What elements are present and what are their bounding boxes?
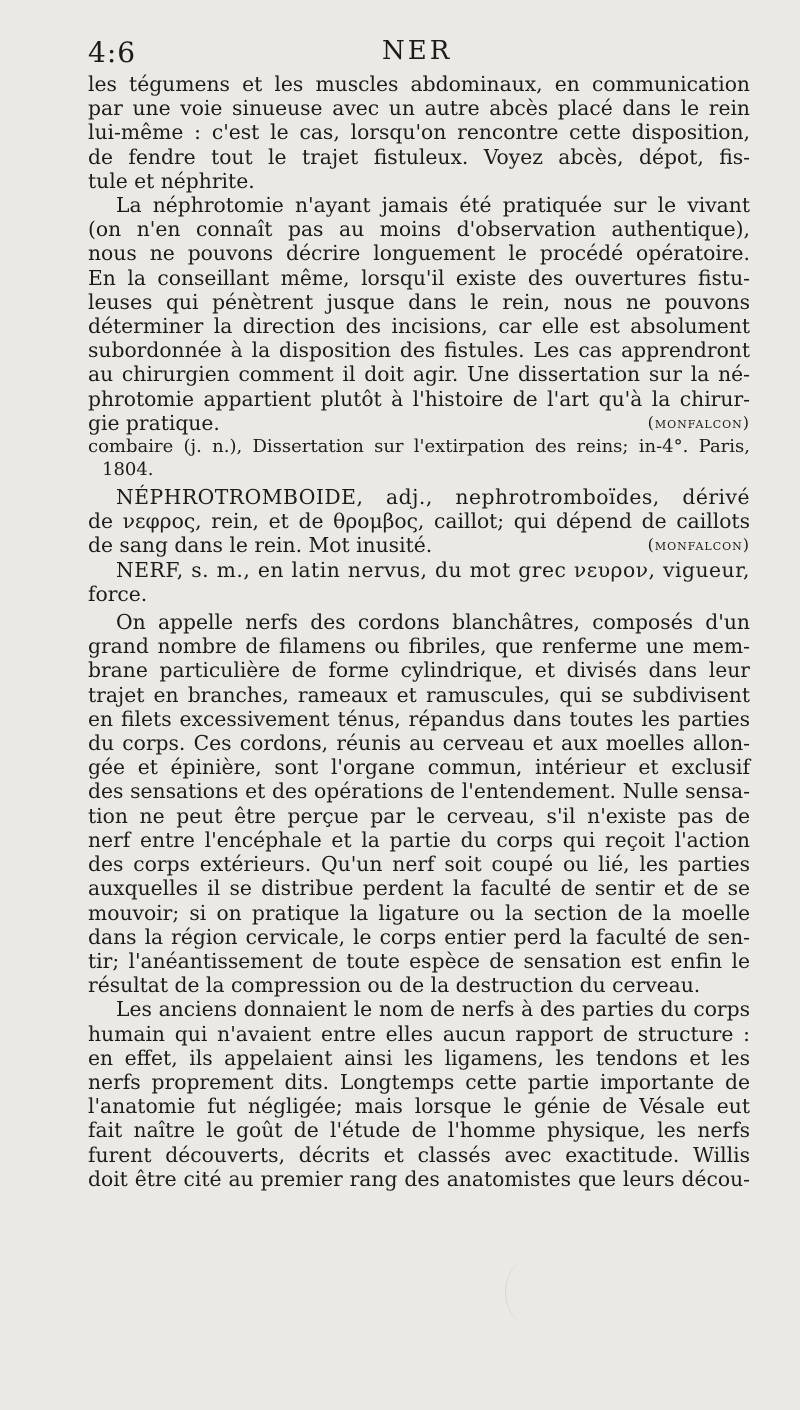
paragraph-continuation (88, 72, 750, 193)
page-header (0, 36, 800, 76)
text-line: force. (88, 581, 148, 606)
text-line: du corps. Ces cordons, réunis au cerveau et aux moelles allon- (88, 731, 750, 756)
reference-line: 1804. (102, 459, 154, 481)
text-line: En la conseillant même, lorsqu'il existe des ouvertures fistu- (88, 265, 750, 290)
text-line: résultat de la compression ou de la destruction du cerveau. (88, 973, 701, 998)
text-line: nous ne pouvons décrire longuement le procédé opératoire. (88, 241, 750, 266)
text-line: des corps extérieurs. Qu'un nerf soit coupé ou lié, les parties (88, 852, 750, 877)
text-line: tir; l'anéantissement de toute espèce de sensation est enfin le (88, 948, 750, 973)
text-line: tule et néphrite. (88, 168, 255, 193)
text-line: On appelle nerfs des cordons blanchâtres, composés d'un (116, 610, 750, 635)
text-line: mouvoir; si on pratique la ligature ou la section de la moelle (88, 900, 750, 925)
text-line: les tégumens et les muscles abdominaux, en communication (88, 72, 750, 96)
text-line: déterminer la direction des incisions, car elle est absolument (88, 314, 750, 339)
text-line: au chirurgien comment il doit agir. Une dissertation sur la né- (88, 362, 750, 387)
text-line: brane particulière de forme cylindrique, et divisés dans leur (88, 658, 750, 683)
text-line: leuses qui pénètrent jusque dans le rein, nous ne pouvons (88, 289, 750, 314)
text-line: de fendre tout le trajet fistuleux. Voyez abcès, dépot, fis- (88, 144, 750, 169)
text-line: l'anatomie fut négligée; mais lorsque le génie de Vésale eut (88, 1094, 750, 1119)
running-head: NER (382, 36, 453, 66)
text-line: furent découverts, décrits et classés avec exactitude. Willis (88, 1142, 750, 1167)
entry-nephrotromboide (88, 485, 750, 558)
entry-headword-line: NÉPHROTROMBOIDE, adj., nephrotromboïdes, dérivé (116, 485, 750, 510)
text-fragment: de sang dans le rein. Mot inusité. (88, 533, 433, 558)
text-line (88, 533, 750, 557)
page-number: 4:6 (88, 36, 137, 69)
text-line: en effet, ils appelaient ainsi les ligamens, les tendons et les (88, 1045, 750, 1070)
text-line: par une voie sinueuse avec un autre abcès placé dans le rein (88, 96, 750, 121)
paragraph-nephrotomie (88, 193, 750, 435)
text-line: lui-même : c'est le cas, lorsqu'on rencontre cette disposition, (88, 120, 750, 145)
paper-stain (505, 1262, 546, 1322)
author-signature: (monfalcon) (647, 412, 750, 432)
bibliographic-reference (88, 435, 750, 481)
text-line: de νεφρος, rein, et de θρομβος, caillot; qui dépend de caillots (88, 509, 750, 534)
text-line: nerf entre l'encéphale et la partie du corps qui reçoit l'action (88, 827, 750, 852)
page-body (88, 72, 750, 1191)
text-fragment: gie pratique. (88, 410, 220, 435)
text-line: tion ne peut être perçue par le cerveau, s'il n'existe pas de (88, 803, 750, 828)
text-line: La néphrotomie n'ayant jamais été pratiquée sur le vivant (116, 193, 750, 218)
reference-line: combaire (j. n.), Dissertation sur l'extirpation des reins; in-4°. Paris, (88, 436, 750, 458)
text-line (88, 411, 750, 435)
text-line: en filets excessivement ténus, répandus dans toutes les parties (88, 706, 750, 731)
entry-headword-line: NERF, s. m., en latin nervus, du mot grec νευρον, vigueur, (116, 557, 750, 582)
text-line: nerfs proprement dits. Longtemps cette partie importante de (88, 1069, 750, 1094)
paragraph-nerf-definition (88, 610, 750, 997)
text-line: dans la région cervicale, le corps entier perd la faculté de sen- (88, 924, 750, 949)
text-line: Les anciens donnaient le nom de nerfs à des parties du corps (116, 997, 750, 1022)
text-line: subordonnée à la disposition des fistules. Les cas apprendront (88, 338, 750, 363)
text-line: grand nombre de filamens ou fibriles, que renferme une mem- (88, 634, 750, 659)
paragraph-nerf-history (88, 997, 750, 1191)
text-line: phrotomie appartient plutôt à l'histoire de l'art qu'à la chirur- (88, 386, 750, 411)
text-line: fait naître le goût de l'étude de l'homme physique, les nerfs (88, 1118, 750, 1143)
text-line: trajet en branches, rameaux et ramuscules, qui se subdivisent (88, 682, 750, 707)
text-line: gée et épinière, sont l'organe commun, intérieur et exclusif (88, 755, 750, 780)
text-line: (on n'en connaît pas au moins d'observation authentique), (88, 217, 750, 242)
text-line: des sensations et des opérations de l'entendement. Nulle sensa- (88, 779, 750, 804)
entry-nerf (88, 558, 750, 606)
text-line: auxquelles il se distribue perdent la faculté de sentir et de se (88, 876, 750, 901)
author-signature: (monfalcon) (647, 535, 750, 555)
text-line: doit être cité au premier rang des anatomistes que leurs décou- (88, 1166, 750, 1191)
text-line: humain qui n'avaient entre elles aucun rapport de structure : (88, 1021, 750, 1046)
